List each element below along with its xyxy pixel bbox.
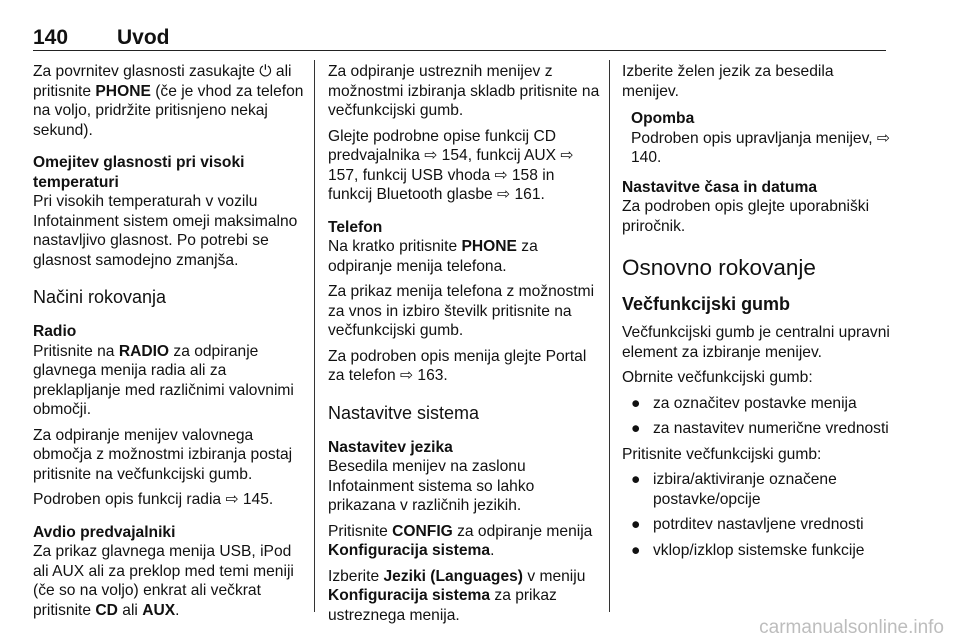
paragraph-time-date: Za podroben opis glejte uporabniški priročnik. bbox=[622, 198, 870, 235]
chapter-title: Uvod bbox=[117, 26, 170, 49]
power-icon: ⏻ bbox=[259, 63, 272, 80]
page-ref: 157 bbox=[328, 166, 355, 184]
heading-operation-modes: Načini rokovanja bbox=[33, 287, 167, 307]
page-ref-arrow-icon: ⇨ bbox=[560, 147, 574, 164]
paragraph-radio-1: Pritisnite na RADIO za odpiranje glavnega menija radia ali za preklapljanje med različnimi valovnimi območji. bbox=[33, 342, 294, 418]
paragraph-radio-2: Za odpiranje menijev valovnega območja z možnostmi izbiranja postaj pritisnite na večfunkcijski gumb. bbox=[33, 426, 293, 483]
page-ref: 158 bbox=[511, 166, 538, 184]
config-key: CONFIG bbox=[392, 522, 453, 540]
paragraph-language-2: Pritisnite CONFIG za odpiranje menija Konfiguracija sistema. bbox=[328, 522, 593, 559]
radio-key: RADIO bbox=[118, 342, 170, 360]
paragraph-phone-3: Za podroben opis menija glejte Portal za telefon ⇨ 163. bbox=[328, 347, 587, 384]
bullet-icon: ● bbox=[631, 516, 641, 533]
paragraph-function-refs: Glejte podrobne opise funkcij CD predvajalnika ⇨ 154, funkcij AUX ⇨ 157, funkcij USB vhoda ⇨ 158 in funkcij Bluetooth glasbe ⇨ 161. bbox=[328, 127, 574, 203]
paragraph-phone-2: Za prikaz menija telefona z možnostmi za vnos in izbiro številk pritisnite na večfunkcijski gumb. bbox=[328, 283, 595, 339]
list-turn-knob bbox=[622, 394, 890, 439]
heading-system-settings: Nastavitve sistema bbox=[328, 402, 480, 423]
column-2 bbox=[328, 62, 600, 631]
page-ref: 163 bbox=[417, 367, 444, 384]
column-3 bbox=[622, 62, 890, 566]
heading-basic-operation: Osnovno rokovanje bbox=[622, 255, 816, 280]
paragraph-select-language: Izberite želen jezik za besedila menijev. bbox=[622, 63, 834, 100]
page-ref: 161 bbox=[514, 186, 541, 203]
paragraph-phone-1: Na kratko pritisnite PHONE za odpiranje menija telefona. bbox=[328, 238, 538, 275]
heading-language: Nastavitev jezika bbox=[328, 438, 453, 456]
list-item: ● za označitev postavke menija bbox=[631, 394, 857, 412]
heading-radio: Radio bbox=[33, 323, 77, 340]
column-divider-1 bbox=[314, 60, 315, 612]
page-ref: 140 bbox=[631, 149, 658, 166]
page-ref-arrow-icon: ⇨ bbox=[399, 367, 414, 384]
column-divider-2 bbox=[609, 60, 610, 612]
page-ref-arrow-icon: ⇨ bbox=[424, 147, 438, 164]
paragraph-track-menus: Za odpiranje ustreznih menijev z možnostmi izbiranja skladb pritisnite na večfunkcijski gumb. bbox=[328, 63, 600, 119]
list-press-knob bbox=[622, 470, 890, 560]
phone-key: PHONE bbox=[461, 238, 517, 255]
paragraph-knob-1: Večfunkcijski gumb je centralni upravni element za izbiranje menijev. bbox=[622, 324, 890, 361]
page-ref: 145 bbox=[242, 491, 269, 508]
note-box bbox=[631, 109, 890, 168]
paragraph-language-1: Besedila menijev na zaslonu Infotainment sistema so lahko prikazana v različnih jezikih. bbox=[328, 458, 535, 514]
bullet-icon: ● bbox=[631, 420, 641, 437]
list-item: ● potrditev nastavljene vrednosti bbox=[631, 516, 864, 533]
page-number: 140 bbox=[33, 26, 69, 49]
list-item: ● za nastavitev numerične vrednosti bbox=[631, 420, 889, 437]
column-1 bbox=[33, 62, 305, 626]
phone-key: PHONE bbox=[95, 82, 151, 100]
heading-time-date: Nastavitve časa in datuma bbox=[622, 178, 818, 196]
page-ref-arrow-icon: ⇨ bbox=[225, 491, 239, 508]
paragraph-volume-restore: Za povrnitev glasnosti zasukajte ⏻ ali pritisnite PHONE (če je vhod za telefon na voljo, pridržite pritisnjeno nekaj sekund). bbox=[33, 63, 304, 139]
page-ref: 154 bbox=[441, 147, 468, 164]
cd-key: CD bbox=[95, 601, 118, 619]
paragraph-knob-3: Pritisnite večfunkcijski gumb: bbox=[622, 445, 822, 463]
bullet-icon: ● bbox=[631, 471, 641, 488]
page-header bbox=[33, 26, 886, 51]
watermark: carmanualsonline.info bbox=[759, 617, 944, 638]
paragraph-temperature: Pri visokih temperaturah v vozilu Infotainment sistem omeji maksimalno nastavljivo glasnost. Po potrebi se glasnost samodejno zmanjša. bbox=[33, 193, 298, 269]
heading-multifunction-knob: Večfunkcijski gumb bbox=[622, 294, 791, 314]
heading-phone: Telefon bbox=[328, 218, 383, 236]
list-item: ● vklop/izklop sistemske funkcije bbox=[631, 541, 865, 559]
page-ref-arrow-icon: ⇨ bbox=[494, 166, 508, 184]
paragraph-knob-2: Obrnite večfunkcijski gumb: bbox=[622, 369, 813, 386]
list-item: ● izbira/aktiviranje označene postavke/opcije bbox=[631, 471, 837, 508]
page-ref-arrow-icon: ⇨ bbox=[876, 129, 890, 147]
paragraph-audio-players: Za prikaz glavnega menija USB, iPod ali AUX ali za preklop med temi meniji (če so na voljo) enkrat ali večkrat pritisnite CD ali AUX. bbox=[33, 543, 294, 619]
note-text: Podroben opis upravljanja menijev, ⇨ 140. bbox=[631, 129, 890, 166]
bullet-icon: ● bbox=[631, 541, 641, 559]
heading-temperature-limit: Omejitev glasnosti pri visoki temperaturi bbox=[33, 154, 245, 191]
heading-audio-players: Avdio predvajalniki bbox=[33, 523, 176, 541]
paragraph-language-3: Izberite Jeziki (Languages) v meniju Konfiguracija sistema za prikaz ustreznega menija. bbox=[328, 567, 586, 624]
note-title: Opomba bbox=[631, 110, 695, 127]
paragraph-radio-3: Podroben opis funkcij radia ⇨ 145. bbox=[33, 491, 274, 508]
page-ref-arrow-icon: ⇨ bbox=[497, 186, 511, 203]
aux-key: AUX bbox=[142, 601, 176, 619]
bullet-icon: ● bbox=[631, 394, 641, 412]
